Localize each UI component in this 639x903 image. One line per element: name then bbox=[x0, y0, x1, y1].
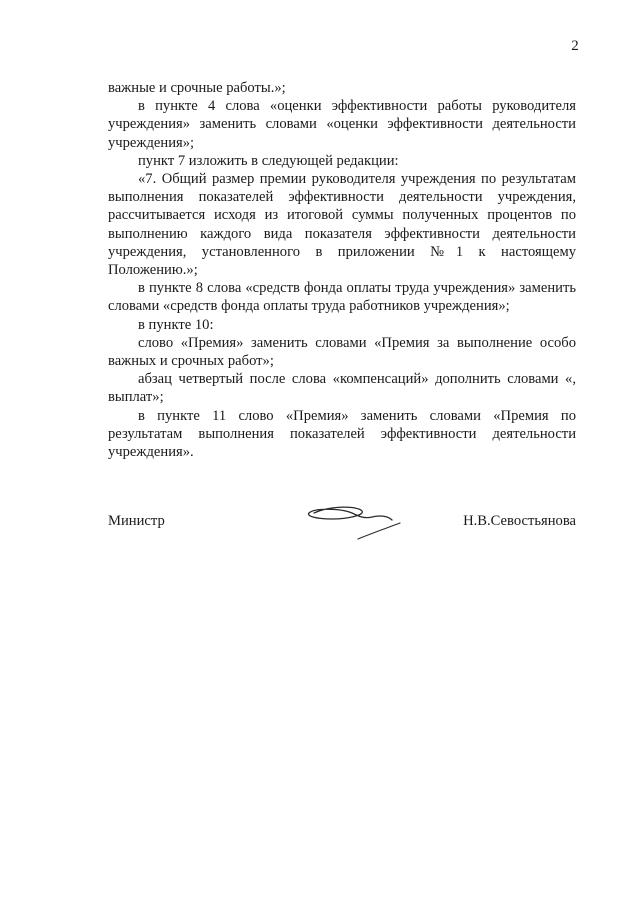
paragraph-item-10-intro: в пункте 10: bbox=[138, 316, 214, 333]
signer-title: Министр bbox=[108, 513, 165, 529]
paragraph-continuation: важные и срочные работы.»; bbox=[108, 80, 286, 96]
paragraph-item-7-intro: пункт 7 изложить в следующей редакции: bbox=[138, 152, 399, 169]
handwritten-signature bbox=[300, 501, 410, 547]
paragraph-item-10-abzac: абзац четвертый после слова «компенсаций» дополнить словами «, выплат»; bbox=[108, 371, 576, 406]
signer-name: Н.В.Севостьянова bbox=[463, 513, 576, 529]
paragraph-item-11: в пункте 11 слово «Премия» заменить словами «Премия по результатам выполнения показателей эффективности деятельности учреждения». bbox=[108, 407, 576, 461]
paragraph-item-8: в пункте 8 слова «средств фонда оплаты труда учреждения» заменить словами «средств фонда оплаты труда работников учреждения»; bbox=[108, 280, 576, 315]
paragraph-item-4: в пункте 4 слова «оценки эффективности работы руководителя учреждения» заменить словами «оценки эффективности деятельности учреждения»; bbox=[108, 98, 576, 151]
paragraph-item-10-word: слово «Премия» заменить словами «Премия за выполнение особо важных и срочных работ»; bbox=[108, 334, 576, 370]
page-number: 2 bbox=[571, 38, 579, 54]
document-body bbox=[108, 79, 576, 461]
signature-block bbox=[108, 513, 576, 553]
paragraph-item-7-text: «7. Общий размер премии руководителя учреждения по результатам выполнения показателей эффективности деятельности учреждения, рассчитывается исходя из итоговой суммы полученных процентов по выполнению каждого вида показателя эффективности деятельности учреждения, установленного в приложении №1 к настоящему Положению.»; bbox=[108, 171, 576, 279]
